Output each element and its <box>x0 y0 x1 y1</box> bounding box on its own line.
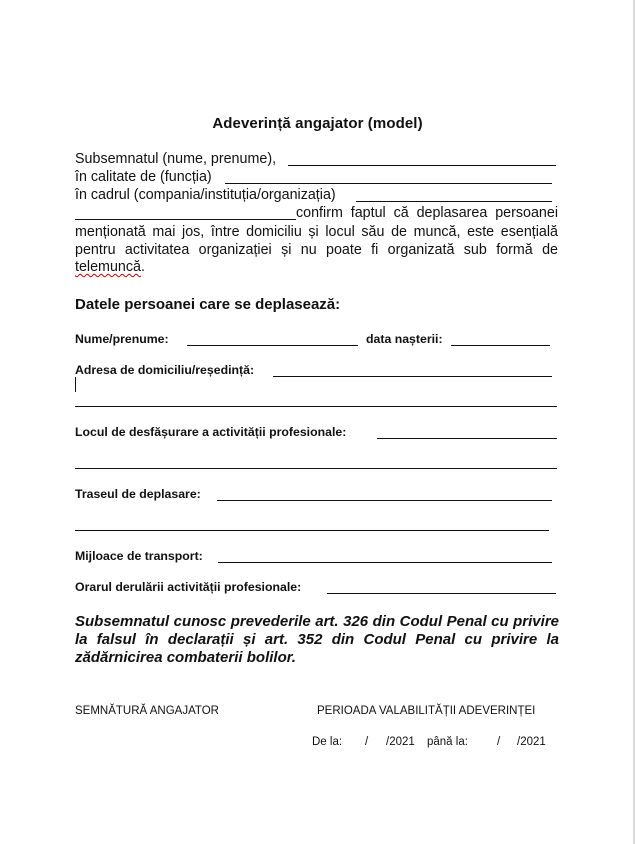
name-label: Nume/prenume: <box>75 332 169 346</box>
intro-name-line: Subsemnatul (nume, prenume), <box>75 151 277 167</box>
name-field[interactable] <box>187 345 358 346</box>
until-label: până la: <box>427 736 468 748</box>
birth-date-field[interactable] <box>451 345 550 346</box>
from-label: De la: <box>312 736 343 748</box>
section-heading: Datele persoanei care se deplasează: <box>75 296 341 313</box>
telework-period: . <box>140 259 145 275</box>
intro-activity-line: pentru activitatea organizației și nu poate fi organizată sub formă de <box>75 242 558 258</box>
route-field[interactable] <box>217 500 552 501</box>
from-year: /2021 <box>386 736 415 748</box>
until-date-separator: / <box>497 736 501 748</box>
function-blank[interactable] <box>225 183 552 184</box>
birth-date-label: data nașterii: <box>366 332 443 346</box>
transport-field[interactable] <box>218 562 552 563</box>
from-date-separator: / <box>365 736 369 748</box>
telework-word: telemuncă <box>75 259 141 275</box>
intro-telework-line <box>75 259 145 275</box>
text-cursor <box>75 377 76 392</box>
address-label: Adresa de domiciliu/reședință: <box>75 363 255 377</box>
intro-confirm-line: confirm faptul că deplasarea persoanei <box>296 205 558 221</box>
transport-label: Mijloace de transport: <box>75 549 203 563</box>
route-field-line-2[interactable] <box>75 530 549 531</box>
legal-warning: Subsemnatul cunosc prevederile art. 326 din Codul Penal cu privire la falsul în declarații și art. 352 din Codul Penal cu privire la zădărnicirea combaterii bolilor. <box>75 613 559 666</box>
name-blank[interactable] <box>288 165 556 166</box>
document-title: Adeverință angajator (model) <box>212 115 423 132</box>
work-place-field[interactable] <box>377 438 557 439</box>
intro-company-line: în cadrul (compania/instituția/organizația) <box>75 187 336 203</box>
work-place-label: Locul de desfășurare a activității profesionale: <box>75 425 347 439</box>
schedule-field[interactable] <box>327 593 556 594</box>
company-blank[interactable] <box>356 201 552 202</box>
signature-label: SEMNĂTURĂ ANGAJATOR <box>75 705 219 717</box>
work-place-field-line-2[interactable] <box>75 468 557 469</box>
intro-function-line: în calitate de (funcția) <box>75 169 212 185</box>
validity-label: PERIOADA VALABILITĂȚII ADEVERINȚEI <box>317 705 536 717</box>
schedule-label: Orarul derulării activității profesionale: <box>75 580 302 594</box>
address-field-line-2[interactable] <box>75 406 557 407</box>
address-field[interactable] <box>273 376 552 377</box>
company-blank-continued[interactable] <box>75 219 296 220</box>
until-year: /2021 <box>517 736 546 748</box>
route-label: Traseul de deplasare: <box>75 487 201 501</box>
intro-mentioned-line: menționată mai jos, între domiciliu și locul său de muncă, este esențială <box>75 224 558 240</box>
